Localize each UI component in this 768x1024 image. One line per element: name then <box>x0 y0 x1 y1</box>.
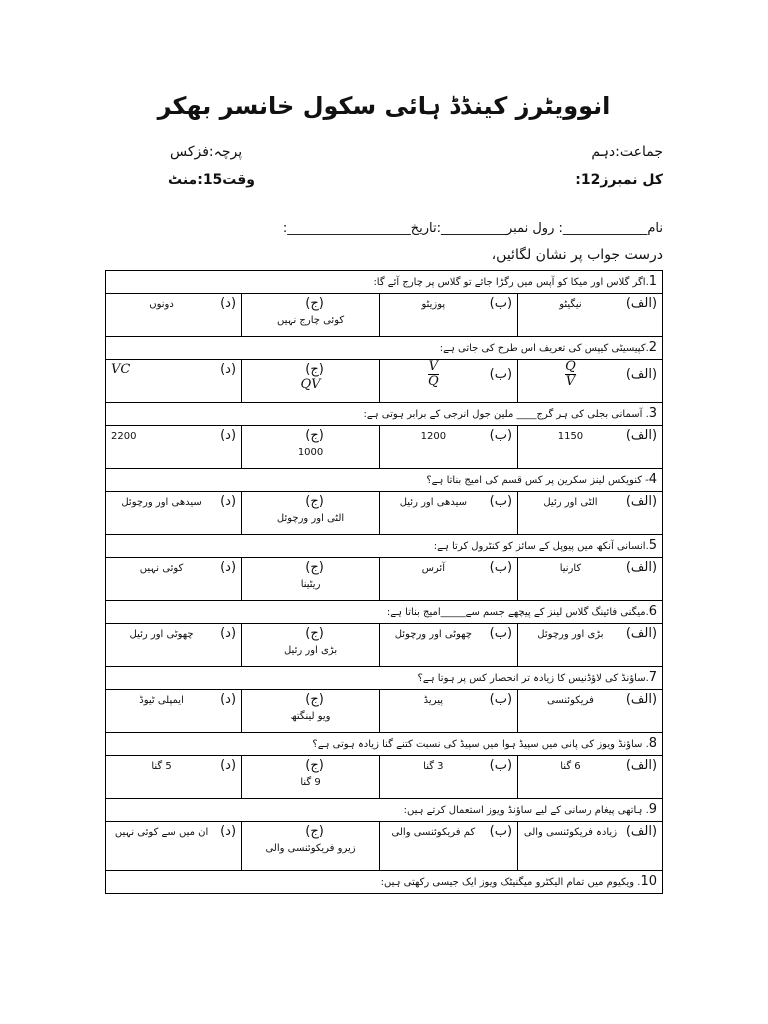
option-text: نیگیٹو <box>559 299 582 310</box>
option-text: 3 گنا <box>423 761 444 772</box>
question-text: .اگر گلاس اور میکا کو آپس میں رگڑا جائے تو گلاس پر چارج آئے گا: <box>373 277 649 288</box>
time-label: وقت15:منٹ <box>168 172 255 188</box>
option-c[interactable] <box>242 690 380 733</box>
option-d[interactable] <box>106 756 242 799</box>
option-c[interactable] <box>242 294 380 337</box>
option-text: QV <box>300 377 321 392</box>
option-a[interactable] <box>518 822 663 871</box>
question-number: 8 <box>648 736 658 751</box>
option-text: ریٹینا <box>300 579 321 590</box>
options-row <box>106 558 663 601</box>
option-text: فریکوئنسی <box>547 695 594 706</box>
option-b[interactable] <box>380 360 518 403</box>
option-label: (د) <box>220 758 237 773</box>
option-text: 2200 <box>111 431 137 442</box>
option-a[interactable] <box>518 690 663 733</box>
option-label: (ج) <box>305 692 324 707</box>
option-label: (الف) <box>625 367 658 382</box>
option-c[interactable] <box>242 426 380 469</box>
option-label: (ب) <box>489 758 513 773</box>
option-label: (د) <box>220 692 237 707</box>
option-d[interactable] <box>106 360 242 403</box>
option-label: (ب) <box>489 626 513 641</box>
option-label: (د) <box>220 428 237 443</box>
question-number: 3 <box>648 406 658 421</box>
option-text: الٹی اور رئیل <box>543 497 598 508</box>
option-text: ایمپلی ٹیوڈ <box>139 695 184 706</box>
option-label: (د) <box>220 626 237 641</box>
option-d[interactable] <box>106 492 242 535</box>
option-b[interactable] <box>380 558 518 601</box>
option-text: سیدھی اور ورچوئل <box>121 497 202 508</box>
option-label: (ب) <box>489 692 513 707</box>
option-label: (ب) <box>489 428 513 443</box>
option-text: آئرس <box>421 563 445 574</box>
question-text: - کنویکس لینز سکرین پر کس قسم کی امیج بناتا ہے؟ <box>426 475 649 486</box>
options-row <box>106 690 663 733</box>
option-d[interactable] <box>106 558 242 601</box>
question-row <box>106 535 663 558</box>
option-text: دونوں <box>149 299 174 310</box>
option-label: (ب) <box>489 560 513 575</box>
option-a[interactable] <box>518 492 663 535</box>
fraction-v-over-q: $\frac{V}{Q}$ <box>428 359 439 389</box>
paper-label: پرچہ:فزکس <box>170 144 243 160</box>
options-row <box>106 294 663 337</box>
question-number: 10 <box>640 874 658 889</box>
question-row <box>106 799 663 822</box>
option-b[interactable] <box>380 756 518 799</box>
option-text: سیدھی اور رئیل <box>399 497 467 508</box>
options-row <box>106 492 663 535</box>
question-number: 1 <box>648 274 658 289</box>
option-d[interactable] <box>106 624 242 667</box>
option-d[interactable] <box>106 690 242 733</box>
question-text: .ساؤنڈ کی لاؤڈنیس کا زیادہ تر انحصار کس پر ہوتا ہے؟ <box>417 673 649 684</box>
option-text: کم فریکوئنسی والی <box>391 827 476 838</box>
option-label: (ج) <box>305 560 324 575</box>
option-label: (د) <box>220 494 237 509</box>
question-number: 9 <box>648 802 658 817</box>
question-row <box>106 871 663 894</box>
question-number: 5 <box>648 538 658 553</box>
option-label: (الف) <box>625 494 658 509</box>
option-text: بڑی اور ورچوئل <box>537 629 604 640</box>
question-text: .انسانی آنکھ میں پیوپل کے سائز کو کنٹرول کرتا ہے: <box>433 541 649 552</box>
option-label: (ج) <box>305 428 324 443</box>
options-row <box>106 624 663 667</box>
question-row <box>106 403 663 426</box>
option-b[interactable] <box>380 492 518 535</box>
question-number: 6 <box>648 604 658 619</box>
total-marks-label: کل نمبرز12: <box>575 172 663 188</box>
class-label: جماعت:دہم <box>591 144 663 160</box>
school-title: انوویٹرز کینڈڈ ہائی سکول خانسر بھکر <box>157 92 611 120</box>
option-d[interactable] <box>106 294 242 337</box>
option-text: 6 گنا <box>560 761 581 772</box>
option-a[interactable] <box>518 624 663 667</box>
question-row <box>106 469 663 492</box>
option-a[interactable] <box>518 426 663 469</box>
option-label: (ج) <box>305 296 324 311</box>
option-label: (ب) <box>489 296 513 311</box>
question-text: . ہاتھی پیغام رسانی کے لیے ساؤنڈ ویوز استعمال کرتے ہیں: <box>403 805 649 816</box>
option-text: زیرو فریکوئنسی والی <box>265 843 356 854</box>
option-text: 1000 <box>297 447 324 458</box>
question-row <box>106 601 663 624</box>
option-b[interactable] <box>380 426 518 469</box>
question-text: . ساؤنڈ ویوز کی پانی میں سپیڈ ہوا میں سپیڈ کی نسبت کتنے گنا زیادہ ہوتی ہے؟ <box>312 739 649 750</box>
option-label: (د) <box>220 560 237 575</box>
option-text: پوزیٹو <box>421 299 446 310</box>
option-c[interactable] <box>242 822 380 871</box>
option-label: (ب) <box>489 367 513 382</box>
student-info-line: نام_____________: رول نمبر__________:تاریخ___________________: <box>282 221 663 236</box>
fraction-q-over-v: $\frac{Q}{V}$ <box>565 359 576 389</box>
question-number: 7 <box>648 670 658 685</box>
option-label: (الف) <box>625 824 658 839</box>
question-text: . ویکیوم میں تمام الیکٹرو میگنیٹک ویوز ایک جیسی رکھتی ہیں: <box>380 877 641 888</box>
option-d[interactable] <box>106 822 242 871</box>
option-c[interactable] <box>242 624 380 667</box>
instruction-text: درست جواب پر نشان لگائیں، <box>491 247 663 263</box>
option-label: (ج) <box>305 494 324 509</box>
option-label: (الف) <box>625 626 658 641</box>
question-row <box>106 271 663 294</box>
option-c[interactable] <box>242 360 380 403</box>
option-label: (الف) <box>625 560 658 575</box>
option-label: (د) <box>220 362 237 377</box>
option-b[interactable] <box>380 294 518 337</box>
option-b[interactable] <box>380 690 518 733</box>
option-b[interactable] <box>380 822 518 871</box>
option-text: ان میں سے کوئی نہیں <box>114 827 209 838</box>
option-text: الٹی اور ورچوئل <box>276 513 345 524</box>
option-text: کارنیا <box>559 563 582 574</box>
question-text: .میگنی فائینگ گلاس لینز کے پیچھے جسم سے_____امیج بناتا ہے: <box>386 607 649 618</box>
question-text: .کپیسیٹی کیپس کی تعریف اس طرح کی جاتی ہے: <box>439 343 649 354</box>
options-row <box>106 426 663 469</box>
option-c[interactable] <box>242 756 380 799</box>
option-text: 1200 <box>420 431 447 442</box>
option-label: (د) <box>220 296 237 311</box>
options-row <box>106 360 663 403</box>
options-row <box>106 822 663 871</box>
option-text: 5 گنا <box>151 761 172 772</box>
question-number: 2 <box>648 340 658 355</box>
option-label: (ب) <box>489 824 513 839</box>
option-text: چھوٹی اور ورچوئل <box>394 629 472 640</box>
question-row <box>106 733 663 756</box>
option-a[interactable] <box>518 558 663 601</box>
option-label: (د) <box>220 824 237 839</box>
question-text: . آسمانی بجلی کی ہر گرج____ ملین جول انرجی کے برابر ہوتی ہے: <box>363 409 649 420</box>
option-d[interactable] <box>106 426 242 469</box>
option-text: 9 گنا <box>300 777 321 788</box>
option-label: (الف) <box>625 296 658 311</box>
option-label: (ب) <box>489 494 513 509</box>
option-text: کوئی چارج نہیں <box>276 315 345 326</box>
option-text: بڑی اور رئیل <box>283 645 338 656</box>
option-a[interactable] <box>518 756 663 799</box>
option-label: (ج) <box>305 362 324 377</box>
option-text: VC <box>111 362 131 377</box>
option-label: (الف) <box>625 758 658 773</box>
question-number: 4 <box>648 472 658 487</box>
option-c[interactable] <box>242 492 380 535</box>
option-label: (الف) <box>625 428 658 443</box>
option-text: زیادہ فریکوئنسی والی <box>523 827 618 838</box>
option-a[interactable] <box>518 360 663 403</box>
questions-table <box>105 270 663 894</box>
option-label: (ج) <box>305 626 324 641</box>
options-row <box>106 756 663 799</box>
question-row <box>106 667 663 690</box>
option-label: (ج) <box>305 824 324 839</box>
option-label: (الف) <box>625 692 658 707</box>
option-label: (ج) <box>305 758 324 773</box>
option-b[interactable] <box>380 624 518 667</box>
option-text: کوئی نہیں <box>139 563 184 574</box>
option-text: چھوٹی اور رئیل <box>129 629 194 640</box>
option-text: ویو لینگتھ <box>290 711 331 722</box>
option-c[interactable] <box>242 558 380 601</box>
option-text: 1150 <box>557 431 584 442</box>
option-text: پیریڈ <box>423 695 444 706</box>
question-row <box>106 337 663 360</box>
option-a[interactable] <box>518 294 663 337</box>
